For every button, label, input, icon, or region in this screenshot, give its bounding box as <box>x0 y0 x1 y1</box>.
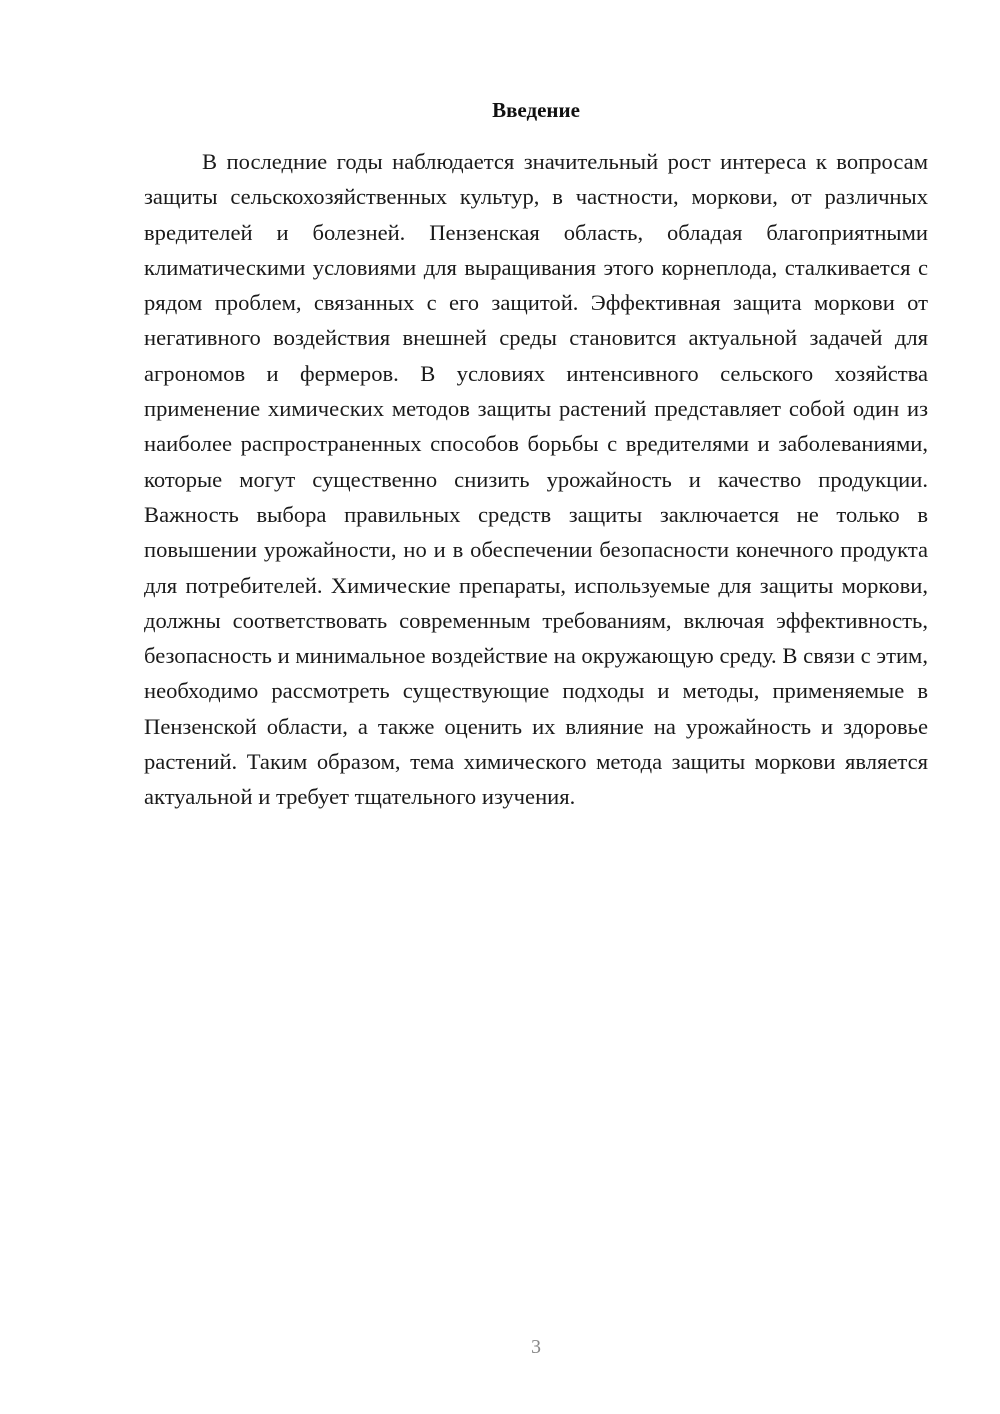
page-number: 3 <box>531 1336 541 1358</box>
section-heading: Введение <box>492 98 580 122</box>
body-paragraph: В последние годы наблюдается значительный рост интереса к вопросам защиты сельскохозяйственных культур, в частности, моркови, от различных вредителей и болезней. Пензенская область, обладая благоприятными климатическими условиями для выращивания этого корнеплода, сталкивается с рядом проблем, связанных с его защитой. Эффективная защита моркови от негативного воздействия внешней среды становится актуальной задачей для агрономов и фермеров. В условиях интенсивного сельского хозяйства применение химических методов защиты растений представляет собой один из наиболее распространенных способов борьбы с вредителями и заболеваниями, которые могут существенно снизить урожайность и качество продукции. Важность выбора правильных средств защиты заключается не только в повышении урожайности, но и в обеспечении безопасности конечного продукта для потребителей. Химические препараты, используемые для защиты моркови, должны соответствовать современным требованиям, включая эффективность, безопасность и минимальное воздействие на окружающую среду. В связи с этим, необходимо рассмотреть существующие подходы и методы, применяемые в Пензенской области, а также оценить их влияние на урожайность и здоровье растений. Таким образом, тема химического метода защиты моркови является актуальной и требует тщательного изучения. <box>144 149 928 810</box>
